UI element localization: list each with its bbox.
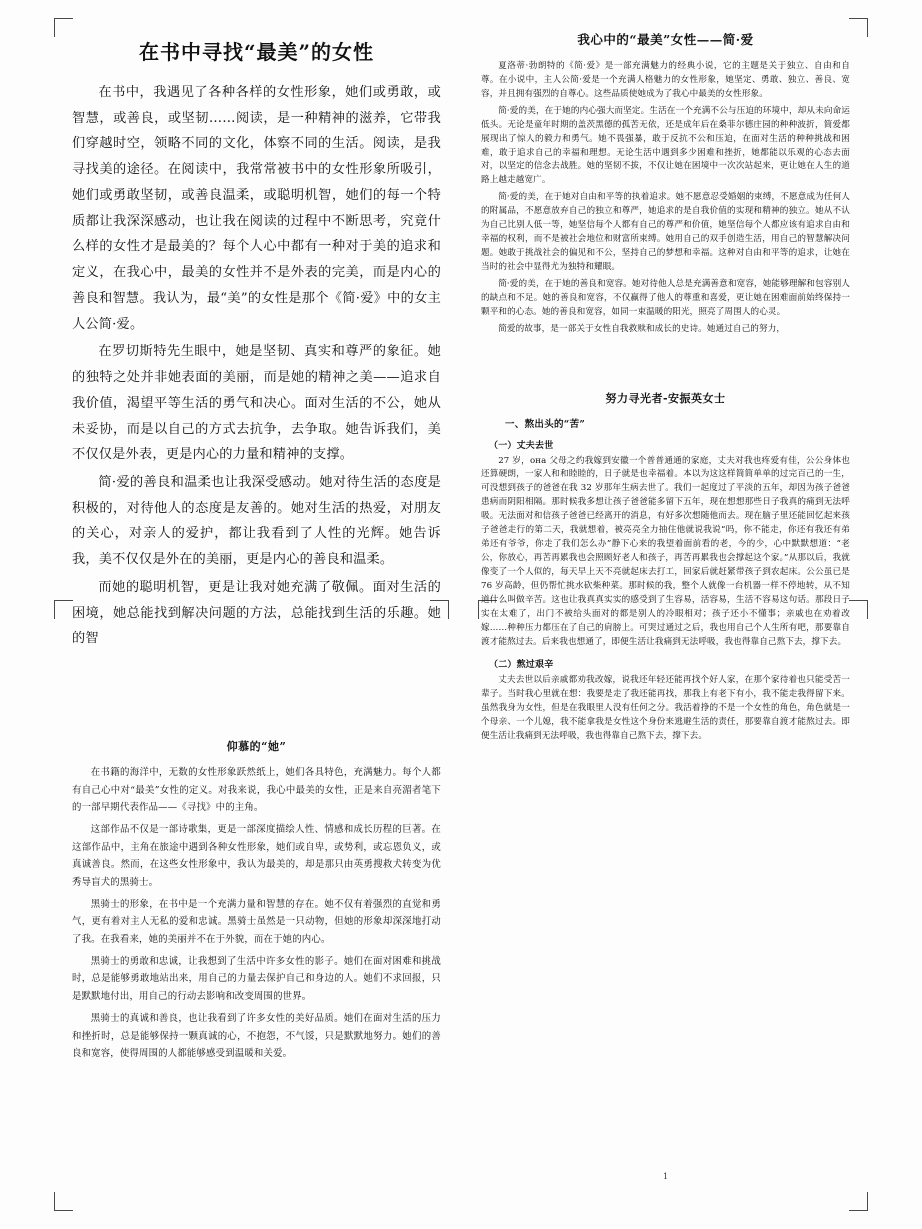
column-spacer [481,340,850,390]
article-jane-eyre [481,30,850,337]
crop-mark-mid-right [849,600,868,619]
paragraph: 在书中，我遇见了各种各样的女性形象，她们或勇敢，或智慧，或善良，或坚韧……阅读，是一种精神的滋养，它带我们穿越时空，领略不同的文化，体察不同的生活。阅读，是我寻找美的途径。在阅读中，我常常被书中的女性形象所吸引，她们或勇敢坚韧，或善良温柔，或聪明机智，她们的每一个特质都让我深深感动，也让我在阅读的过程中不断思考，究竟什么样的女性才是最美的？每个人心中都有一种对于美的追求和定义，在我心中，最美的女性并不是外表的完美，而是内心的善良和智慧。我认为，最“美”的女性是那个《简·爱》中的女主人公简·爱。 [72,85,441,332]
paragraph: 简·爱的美，在于她的善良和宽容。她对待他人总是充满善意和宽容，她能够理解和包容别人的缺点和不足。她的善良和宽容，不仅赢得了他人的尊重和喜爱，更让她在困难面前始终保持一颗平和的心态。她的善良和宽容，如同一束温暖的阳光，照亮了周围人的心灵。 [481,278,850,317]
article-title: 努力寻光者-安振英女士 [605,391,726,405]
paragraph: 黑骑士的勇敢和忠诚，让我想到了生活中许多女性的影子。她们在面对困难和挑战时，总是能够勇敢地站出来，用自己的力量去保护自己和身边的人。她们不求回报，只是默默地付出，用自己的行动去影响和改变周围的世界。 [72,956,441,1002]
crop-mark-bottom-right [849,1192,868,1211]
paragraph: 而她的聪明机智，更是让我对她充满了敬佩。面对生活的困境，她总能找到解决问题的方法，总能找到生活的乐趣。她的智 [72,579,441,647]
paragraph: 夏洛蒂·勃朗特的《简·爱》是一部充满魅力的经典小说，它的主题是关于独立、自由和自尊。在小说中，主人公简·爱是一个充满人格魅力的女性形象，她坚定、勇敢、独立、善良、宽容，并且拥有强烈的自尊心。这些品质使她成为了我心中最美的女性形象。 [481,61,850,99]
crop-mark-top-left [54,18,73,37]
paragraph: 简·爱的善良和温柔也让我深受感动。她对待生活的态度是积极的，对待他人的态度是友善的。她对生活的热爱，对朋友的关心，对亲人的爱护，都让我看到了人性的光辉。她告诉我，美不仅仅是外在的美丽，更是内心的善良和温柔。 [72,475,441,568]
page-number: 1 [662,1172,669,1181]
subsection-heading-husband-passed: （一）丈夫去世 [489,440,554,451]
right-column [481,30,850,1189]
column-spacer [72,654,441,738]
article-title: 我心中的“最美”女性——简·爱 [577,32,754,47]
paragraph: 黑骑士的真诚和善良，也让我看到了许多女性的美好品质。她们在面对生活的压力和挫折时，总是能够保持一颗真诚的心，不抱怨，不气馁，只是默默地努力。她们的善良和宽容，使得周围的人都能够感受到温暖和关爱。 [72,1013,441,1060]
article-title: 仰慕的“她” [226,740,287,754]
crop-mark-top-right [849,18,868,37]
article-admired-her [72,738,441,1062]
left-column [72,30,441,1189]
crop-mark-bottom-left [54,1192,73,1211]
subsection-heading-enduring-hardship: （二）熬过艰辛 [489,660,554,671]
section-heading: 一、熬出头的“苦” [505,418,586,430]
two-column-layout [72,30,850,1189]
article-light-seeker [481,390,850,745]
paragraph: 这部作品不仅是一部诗歌集，更是一部深度描绘人性、情感和成长历程的巨著。在这部作品中，主角在旅途中遇到各种女性形象，她们或自卑，或势利，或忘恩负义，或真诚善良。然而，在这些女性形象中，我认为最美的，却是那只由英勇搜救犬转变为优秀导盲犬的黑骑士。 [72,824,441,888]
paragraph: 简爱的故事，是一部关于女性自我救赎和成长的史诗。她通过自己的努力， [498,323,786,334]
paragraph: 在罗切斯特先生眼中，她是坚韧、真实和尊严的象征。她的独特之处并非她表面的美丽，而是她的精神之美——追求自我价值，渴望平等生活的勇气和决心。面对生活的不公，她从未妥协，而是以自己的方式去抗争，去争取。她告诉我们，美不仅仅是外表，更是内心的力量和精神的支撑。 [72,344,441,463]
paragraph: 27 岁，она 父母之约我嫁到安徽一个普普通通的家庭，丈夫对我也疼爱有佳，公公身体也还算硬朗，一家人和和睦睦的，日子就是也幸福着。本以为这这样简简单单的过完百己的一生，可没想到孩子的爸爸在我 32 岁那年生病去世了。我们一起度过了平淡的五年，却因为孩子爸爸患病而阴阳相隔。那时候我多想让孩子爸爸能多留下五年，现在想想那些日子我真的痛到无法呼吸。无法面对和信孩子爸爸已经离开的消息，有好多次想随他而去。现在脑子里还能回忆起来孩子爸爸走行的第二天，我就想着，被亮亮全力抽住他就说我说“吗，你不能走，你还有我还有弟弟还有爷爷，你走了我们怎么办”静下心来的我望着面前看的老，今的少，心中默默想道：“老公，你放心，再苦再累我也会照顾好老人和孩子，再苦再累我也会撑起这个家。”从那以后，我就像变了一个人似的，每天早上天不亮就起床去打工，回家后就赶紧带孩子到农起床。公公虽已是 76 岁高龄，但仍帮忙挑水砍柴种菜。那时候的我，整个人就像一台机器一样不停地转，从不知道什么叫做辛苦。这也让我真真实实的感受到了生容易，活容易，生活不容易这句话。那段日子实在太难了，出门不被给头面对的都是别人的冷眼相对；孩子还小不懂事；亲戚也在劝着改嫁……种种压力都压在了自己的肩膀上。可哭过通过之后，我也用自己个人生所有吧，那要靠自渡才能熬过去。后来我也想通了，即便生活让我痛到无法呼吸，我也得靠自己熬下去，撑下去。 [481,455,850,647]
paragraph: 丈夫去世以后亲戚都劝我改嫁，说我还年轻还能再找个好人家，在那个家待着也只能受苦一辈子。当时我心里就在想：我要是走了我还能再找，那我上有老下有小，我不能走我得留下来。虽然我身为女性，但是在我眼里人没有任何之分。我活着挣的不是一个女性的角色，角色就是一个母亲、一个儿媳，我不能拿我是女性这个身份来逃避生活的责任，那要靠自渡才能熬过去。即便生活让我痛到无法呼吸，我也得靠自己熬下去，撑下去。 [481,675,850,742]
paragraph: 在书籍的海洋中，无数的女性形象跃然纸上，她们各具特色，充满魅力。每个人都有自己心中对“最美”女性的定义。对我来说，我心中最美的女性，正是来自亮湄者笔下的一部早期代表作品——《寻找》中的主角。 [72,767,441,813]
paragraph: 黑骑士的形象，在书中是一个充满力量和智慧的存在。她不仅有着强烈的直觉和勇气，更有着对主人无私的爱和忠诚。黑骑士虽然是一只动物，但她的形象却深深地打动了我。在我看来，她的美丽并不在于外貌，而在于她的内心。 [72,898,441,945]
page-title: 在书中寻找“最美”的女性 [138,40,374,64]
article-seeking-most-beautiful-women [72,38,441,652]
paragraph: 简·爱的美，在于她对自由和平等的执着追求。她不愿意忍受婚姻的束缚，不愿意成为任何人的附属品，不愿意放弃自己的独立和尊严，她追求的是自我价值的实现和精神的独立。她从不认为自己比别人低一等，她坚信每个人都有自己的尊严和价值，她坚信每个人都应该有追求自由和幸福的权利，而不是被社会地位和财富所束缚。她用自己的双手创造生活，用自己的智慧解决问题。她敢于挑战社会的偏见和不公，坚持自己的梦想和幸福。这种对自由和平等的追求，让她在当时的社会中显得尤为独特和耀眼。 [481,192,850,272]
crop-mark-mid-left [54,600,73,619]
paragraph: 简·爱的美，在于她的内心强大而坚定。生活在一个充满不公与压迫的环境中，却从未向命运低头。无论是童年时期的盖茨黑德的孤苦无依，还是成年后在桑菲尔德庄园的种种波折，简爱都展现出了惊人的毅力和勇气。她不畏强暴，敢于反抗不公和压迫，在面对生活的种种挑战和困难，敢于追求自己的幸福和理想。无论生活中遇到多少困难和挫折，她都能以乐观的心态去面对，以坚定的信念去战胜。她的坚韧不拔，不仅让她在困境中一次次站起来，更让她在人生的道路上越走越宽广。 [481,105,850,186]
